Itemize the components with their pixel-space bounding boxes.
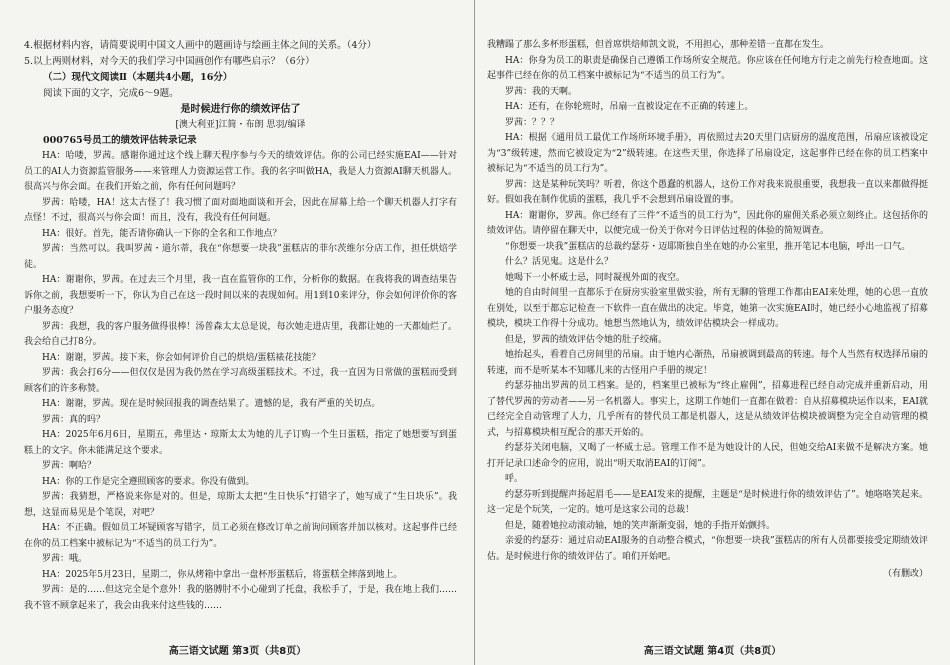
paragraph: 我糟蹋了那么多杯形蛋糕，但首席烘焙师凯文说，不用担心，那种差错一直都在发生。: [487, 40, 830, 50]
article-title: 是时候进行你的绩效评估了: [180, 104, 301, 115]
paragraph: 罗茜：我猜想，严格说来你是对的。但是，琼斯太太把“生日快乐”打错字了，她写成了“生日块乐”。我想，这显而易见是个笔误，对吧？: [24, 492, 457, 518]
paragraph: HA：你身为员工的职责是确保自己遵循工作场所安全规范。你应该在任何地方行走之前先行检查地面。这起事件已经在你的员工档案中被标记为“不适当的员工行为”。: [487, 55, 928, 81]
paragraph: 罗茜：这是某种玩笑吗？听着，你这个愚蠢的机器人，这份工作对我来说很重要，我想我一直以来都做得挺好。假如我在制作优质的蛋糕，我几乎不会想到吊扇设置的事。: [487, 179, 929, 205]
paragraph: HA：根据《通用员工最优工作场所环境手册》，再依照过去20天里门店厨房的温度范围，吊扇应该被设定为“3”级转速，然而它被设定为“2”级转速。在这些天里，你选择了吊扇设定，这起事件已经在你的员工档案中被标记为“不适当的员工行为”。: [487, 133, 928, 174]
paragraph: 罗茜：啊哈？: [42, 461, 97, 471]
paragraph: HA：谢谢，罗茜。现在是时候回报我的调查结果了。遗憾的是，我有严重的关切点。: [42, 399, 381, 409]
paragraph: 她的自由时间里一直都乐于在厨房实验室里做实验，所有无聊的管理工作都由EAI来处理，她的心思一直放在别处，以至于都忘记检查一下软件一直在做出的决定。毕竟，她第一次实施EAI时，她已经小心地监视了招募模块，模块工作得十分成功。她想当然地认为，绩效评估模块会一样成功。: [487, 288, 928, 329]
paragraph: 亲爱的约瑟芬：通过启动EAI服务的自动整合模式，“你想要一块我”蛋糕店的所有人员都要接受定期绩效评估。是时候进行你的绩效评估了。咱们开始吧。: [487, 536, 928, 562]
paragraph: 但是，罗茜的绩效评估令她的肚子绞痛。: [505, 334, 668, 345]
paragraph: 呼。: [505, 474, 524, 484]
paragraph: HA：哈喽，罗茜。感谢你通过这个线上聊天程序参与今天的绩效评估。你的公司已经实施EAI——针对员工的AI人力资源监管服务——来管理人力资源运营工作。我的名字叫做HA，我是人力资源AI聊天机器人。很高兴与你会面。在我们开始之前，你有任何问题吗？: [24, 151, 457, 192]
paragraph: 约瑟芬关闭电脑，又喝了一杯威士忌。管理工作不是为她设计的人民，但她交给AI来做不是解决方案。她打开记录口述命令的应用，说出“明天取消EAI的订阅”。: [487, 443, 928, 469]
paragraph: 但是，随着她拉动滚动轴，她的笑声渐渐变弱，她的手指开始颤抖。: [505, 520, 776, 531]
page-footer: 高三语文试题 第3页（共8页）: [168, 646, 307, 657]
reading-instruction: 阅读下面的文字，完成6～9题。: [43, 88, 179, 99]
paragraph: HA：很好。首先，能否请你确认一下你的全名和工作地点？: [42, 228, 282, 239]
paragraph: 什么？活见鬼。这是什么？: [505, 257, 614, 267]
question-5: 5.以上两则材料，对今天的我们学习中国画创作有哪些启示？（6分）: [24, 56, 315, 67]
paragraph: 罗茜：哦。: [42, 554, 88, 564]
paragraph: 她喝下一小杯威士忌，同时凝视外面的夜空。: [505, 272, 686, 283]
paragraph: 罗茜：？？？: [505, 117, 560, 128]
source-note: （有删改）: [882, 569, 928, 579]
paragraph: 罗茜：哈喽，HA！这太古怪了！我习惯了面对面地面谈和开会，因此在屏幕上给一个聊天机器人打字有点怪！不过，很高兴与你会面！而且，没有，我没有任何问题。: [24, 197, 457, 223]
paragraph: 约瑟芬听到提醒声扬起眉毛——是EAI发来的提醒，主题是“是时候进行你的绩效评估了”。她咯咯笑起来。这一定是个玩笑，一定的。她可是这家公司的总裁！: [487, 489, 928, 515]
page-4-content: [487, 38, 928, 582]
paragraph: HA：谢谢你，罗茜。在过去三个月里，我一直在监管你的工作，分析你的数据。在我将我的调查结果告诉你之前，我想要听一下，你认为自己在这一段时间以来的表现如何。用1到10来评分，你会如何评价你的客户服务态度？: [24, 275, 457, 316]
paragraph: HA：还有，在你轮班时，吊扇一直被设定在不正确的转速上。: [505, 102, 754, 112]
page-footer: 高三语文试题 第4页（共8页）: [643, 646, 782, 657]
page-3-content: [24, 38, 457, 614]
paragraph: 她抬起头，看着自己房间里的吊扇。由于她内心渐热，吊扇被调到最高的转速。每个人当然有权选择吊扇的转速，而不是听某本不知哪儿来的古怪用户手册的规定！: [487, 350, 929, 376]
paragraph: HA：2025年5月23日，星期二，你从烤箱中拿出一盘杯形蛋糕后，将蛋糕全摔落到地上。: [42, 569, 403, 580]
paragraph: HA：不正确。假如员工坏疑顾客写错字，员工必须在修改订单之前询问顾客并加以核对。这起事件已经在你的员工档案中被标记为“不适当的员工行为”。: [24, 523, 457, 549]
paragraph: HA：谢谢你，罗茜。你已经有了三件“不适当的员工行为”，因此你的雇佣关系必须立刻终止。这包括你的绩效评估。请停留在聊天中，以便完成一份关于你对今日评估过程的体验的简短调查。: [487, 210, 928, 236]
paragraph: HA：你的工作是完全遵照顾客的要求。你没有做到。: [42, 476, 255, 487]
paragraph: 罗茜：是的……但这完全是个意外！我的胳膊肘不小心碰到了托盘，我松手了，于是，我在地上我们……我不管不顾拿起来了，我会由我来付这些钱的……: [24, 585, 457, 611]
question-4: 4.根据材料内容，请简要说明中国文人画中的题画诗与绘画主体之间的关系。（4分）: [24, 40, 377, 51]
paragraph: HA：谢谢，罗茜。接下来，你会如何评价自己的烘焙/蛋糕裱花技能？: [42, 352, 321, 363]
article-author: [澳大利亚]江简・布朗 思羽/编译: [175, 120, 306, 130]
paragraph: “你想要一块我”蛋糕店的总裁约瑟芬・迈耶斯独自坐在她的办公室里，推开笔记本电脑，呼出一口气。: [505, 241, 911, 252]
paragraph: 约瑟芬抽出罗茜的员工档案。是的，档案里已被标为“终止雇佣”，招募进程已经自动完成并重新启动，用了替代罗茜的劳动者——另一名机器人。事实上，这期工作她们一直都在做着：自从招募模块运作以来，EAI就已经完全自动管理了人力，几乎所有的替代员工都是机器人，这是从绩效评估模块被调整为完全自动管理的模式，与招募模块相互配合的那天开始的。: [487, 381, 928, 438]
page-4: [475, 0, 950, 665]
paragraph: HA：2025年6月6日，星期五，弗里达・琼斯太太为她的儿子订购一个生日蛋糕，指定了她想要写到蛋糕上的文字。你未能满足这个要求。: [24, 430, 457, 456]
paragraph: 罗茜：我的天啊。: [505, 86, 578, 97]
paragraph: 罗茜：我会打6分——但仅仅是因为我仍然在学习高级蛋糕技术。不过，我一直因为日常做的蛋糕而受到顾客们的许多称赞。: [24, 368, 457, 394]
section-heading: （二）现代文阅读Ⅱ（本题共4小题，16分）: [43, 72, 233, 83]
transcript-subtitle: 000765号员工的绩效评估转录记录: [43, 135, 197, 146]
paragraph: 罗茜：当然可以。我叫罗茜・道尔蒂，我在“你想要一块我”蛋糕店的菲尔茨维尔分店工作，担任烘焙学徒。: [24, 244, 457, 270]
paragraph: 罗茜：真的吗？: [42, 414, 106, 425]
paragraph: 罗茜：我想，我的客户服务做得很棒！汤普森太太总是说，每次她走进店里，我都让她的一天都灿烂了。我会给自己打8分。: [24, 321, 457, 347]
